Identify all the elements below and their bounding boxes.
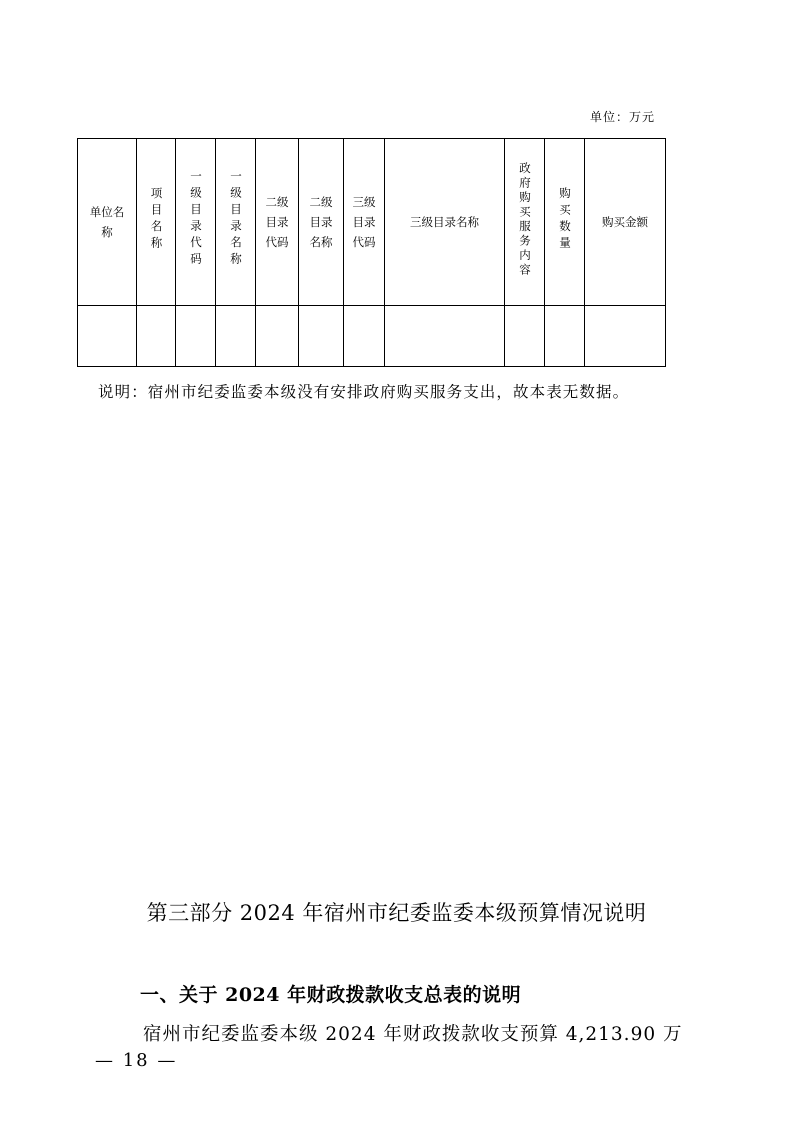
header-cell: 项目名称 — [137, 139, 176, 306]
section-heading: 一、关于 2024 年财政拨款收支总表的说明 — [140, 984, 522, 1006]
table-note: 说明：宿州市纪委监委本级没有安排政府购买服务支出，故本表无数据。 — [98, 383, 630, 401]
table-cell — [78, 306, 137, 367]
body-paragraph: 宿州市纪委监委本级 2024 年财政拨款收支预算 4,213.90 万 — [143, 1024, 683, 1045]
table-cell — [545, 306, 585, 367]
part-title: 第三部分 2024 年宿州市纪委监委本级预算情况说明 — [146, 901, 647, 925]
procurement-table — [77, 138, 666, 367]
header-cell: 二级目录代码 — [256, 139, 299, 306]
header-cell: 二级目录名称 — [299, 139, 344, 306]
header-cell: 购买数量 — [545, 139, 585, 306]
table-header-row — [78, 139, 666, 306]
header-cell: 三级目录名称 — [385, 139, 505, 306]
header-cell: 政府购买服务内容 — [505, 139, 545, 306]
table-row — [78, 306, 666, 367]
table-cell — [585, 306, 666, 367]
page-number: — 18 — — [95, 1050, 178, 1071]
table-cell — [505, 306, 545, 367]
header-cell: 一级目录代码 — [176, 139, 216, 306]
header-cell: 一级目录名称 — [216, 139, 256, 306]
header-cell: 单位名称 — [78, 139, 137, 306]
table-cell — [176, 306, 216, 367]
header-cell: 购买金额 — [585, 139, 666, 306]
table-cell — [216, 306, 256, 367]
table-cell — [385, 306, 505, 367]
table-cell — [299, 306, 344, 367]
table-cell — [344, 306, 385, 367]
table-cell — [137, 306, 176, 367]
unit-label: 单位：万元 — [590, 110, 656, 124]
header-cell: 三级目录代码 — [344, 139, 385, 306]
table-cell — [256, 306, 299, 367]
